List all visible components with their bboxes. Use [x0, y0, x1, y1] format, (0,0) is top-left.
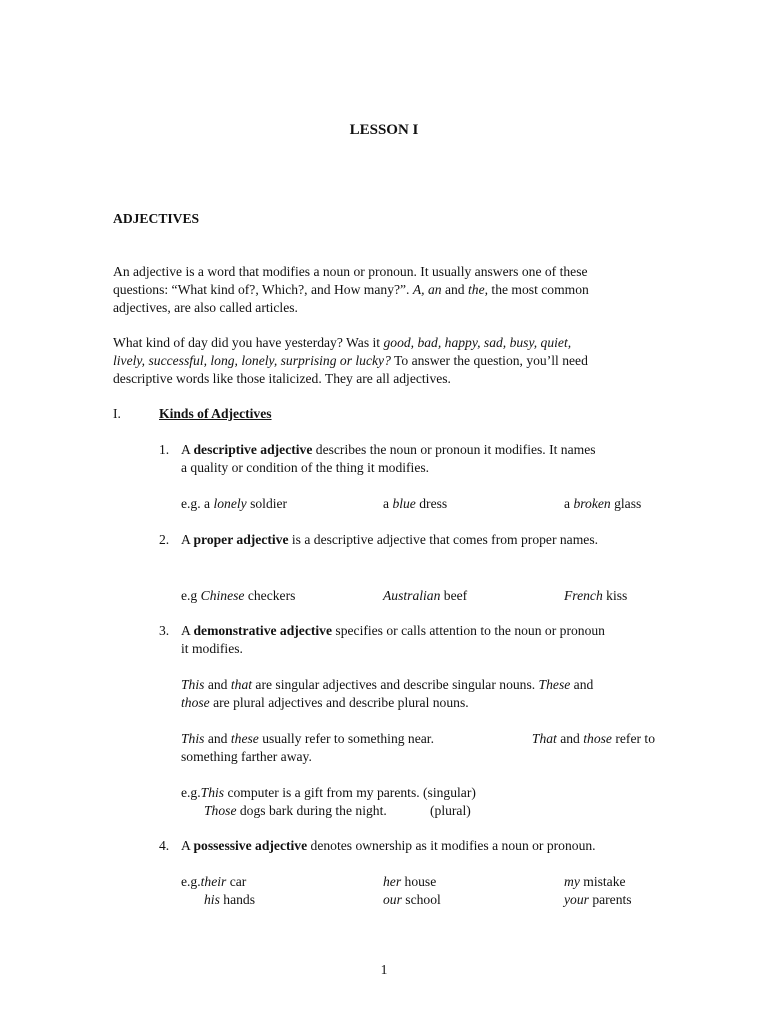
item-1-line-2: a quality or condition of the thing it modifies. [181, 460, 430, 475]
item-text: A [181, 623, 194, 638]
example-noun: beef [440, 588, 468, 603]
question-line-1 [113, 334, 571, 352]
example [181, 587, 295, 605]
para-text: and [204, 677, 231, 692]
item-number: 4. [159, 838, 170, 853]
item-text: is a descriptive adjective that comes from proper names. [288, 532, 599, 547]
item-text: describes the noun or pronoun it modifies. It names [312, 442, 596, 457]
example [204, 891, 255, 909]
demonstrative-para-1-line-2 [181, 694, 469, 712]
intro-line-2 [113, 281, 589, 299]
demonstrative-example-2 [204, 802, 387, 820]
example-adjective: This [200, 785, 225, 800]
example-prefix: e.g. [181, 785, 201, 800]
para-text: usually refer to something near. [258, 731, 434, 746]
example-adjective: lonely [213, 496, 247, 511]
term-demonstrative-adjective: demonstrative adjective [193, 623, 333, 638]
example-adjective: blue [392, 496, 416, 511]
example-adjective: Those [204, 803, 237, 818]
example-noun: house [401, 874, 437, 889]
item-3-line-1 [181, 622, 605, 640]
example [383, 873, 436, 891]
intro-text: and [441, 282, 468, 297]
example [564, 891, 632, 909]
italic-word: These [538, 677, 571, 692]
example-text: computer is a gift from my parents. (singular) [224, 785, 476, 800]
page-number: 1 [380, 962, 388, 977]
example-prefix: e.g. [181, 874, 201, 889]
para-text: are singular adjectives and describe singular nouns. [252, 677, 539, 692]
example-noun: mistake [579, 874, 626, 889]
intro-line-3: adjectives, are also called articles. [113, 300, 298, 315]
example-adjective: my [564, 874, 580, 889]
item-number: 2. [159, 532, 170, 547]
example-adjective: Australian [383, 588, 441, 603]
italic-word: these [230, 731, 259, 746]
example-text: dogs bark during the night. [236, 803, 387, 818]
example-prefix: a [383, 496, 393, 511]
example-adjective: French [564, 588, 603, 603]
para-text: refer to [611, 731, 655, 746]
intro-text: An adjective is a word that modifies a noun or pronoun. It usually answers one of these [113, 264, 588, 279]
example [383, 891, 441, 909]
question-line-2 [113, 352, 588, 370]
example-adjective: their [200, 874, 227, 889]
item-number: 3. [159, 623, 170, 638]
example-noun: parents [588, 892, 632, 907]
para-text: and [570, 677, 594, 692]
example-noun: checkers [244, 588, 296, 603]
example [564, 587, 627, 605]
demonstrative-para-2-line-2: something farther away. [181, 749, 312, 764]
example-adjective: her [383, 874, 402, 889]
italic-word: those [181, 695, 210, 710]
example-adjective: our [383, 892, 402, 907]
example-prefix: e.g. a [181, 496, 214, 511]
example-tag: (plural) [430, 803, 471, 818]
term-possessive-adjective: possessive adjective [193, 838, 308, 853]
question-text: What kind of day did you have yesterday? Was it [113, 335, 384, 350]
para-text: and [556, 731, 584, 746]
question-text: To answer the question, you’ll need [390, 353, 588, 368]
term-descriptive-adjective: descriptive adjective [193, 442, 313, 457]
example [383, 587, 467, 605]
item-number: 1. [159, 442, 170, 457]
example-noun: glass [610, 496, 642, 511]
example-adjective: your [564, 892, 589, 907]
section-heading: ADJECTIVES [113, 211, 200, 226]
example [564, 495, 641, 513]
example-noun: car [226, 874, 247, 889]
italic-word: That [531, 731, 557, 746]
item-text: denotes ownership as it modifies a noun or pronoun. [307, 838, 596, 853]
italic-word: This [181, 731, 205, 746]
italic-adjectives: good, bad, happy, sad, busy, quiet, [383, 335, 572, 350]
example-adjective: Chinese [200, 588, 245, 603]
example-adjective: his [204, 892, 220, 907]
example [181, 873, 246, 891]
example [181, 495, 287, 513]
intro-text: the most common [488, 282, 589, 297]
italic-word: those [583, 731, 612, 746]
para-text: and [204, 731, 231, 746]
example-adjective: broken [573, 496, 611, 511]
kinds-heading: Kinds of Adjectives [159, 406, 272, 421]
italic-word: that [230, 677, 253, 692]
example-noun: soldier [246, 496, 288, 511]
demonstrative-example-1 [181, 784, 476, 802]
term-proper-adjective: proper adjective [193, 532, 289, 547]
example-prefix: e.g [181, 588, 201, 603]
intro-article-the: the, [468, 282, 489, 297]
italic-adjectives: lively, successful, long, lonely, surprising or lucky? [113, 353, 391, 368]
item-text: A [181, 442, 194, 457]
example [383, 495, 447, 513]
example-prefix: a [564, 496, 574, 511]
example [564, 873, 626, 891]
intro-article-a-an: A, an [412, 282, 442, 297]
item-2-line-1 [181, 531, 598, 549]
item-1-line-1 [181, 441, 596, 459]
intro-line-1 [113, 263, 588, 281]
example-noun: dress [415, 496, 448, 511]
item-text: A [181, 532, 194, 547]
roman-numeral: I. [113, 406, 121, 421]
example-noun: hands [219, 892, 255, 907]
page-title: LESSON I [349, 122, 419, 138]
demonstrative-para-1-line-1 [181, 676, 593, 694]
example-noun: school [401, 892, 441, 907]
item-text: specifies or calls attention to the noun or pronoun [332, 623, 605, 638]
intro-text: questions: “What kind of?, Which?, and How many?”. [113, 282, 413, 297]
item-3-line-2: it modifies. [181, 641, 243, 656]
para-text: are plural adjectives and describe plural nouns. [209, 695, 469, 710]
example-noun: kiss [602, 588, 628, 603]
item-4-line-1 [181, 837, 596, 855]
italic-word: This [181, 677, 205, 692]
demonstrative-para-2-line-1 [181, 730, 655, 748]
item-text: A [181, 838, 194, 853]
question-line-3: descriptive words like those italicized. They are all adjectives. [113, 371, 451, 386]
